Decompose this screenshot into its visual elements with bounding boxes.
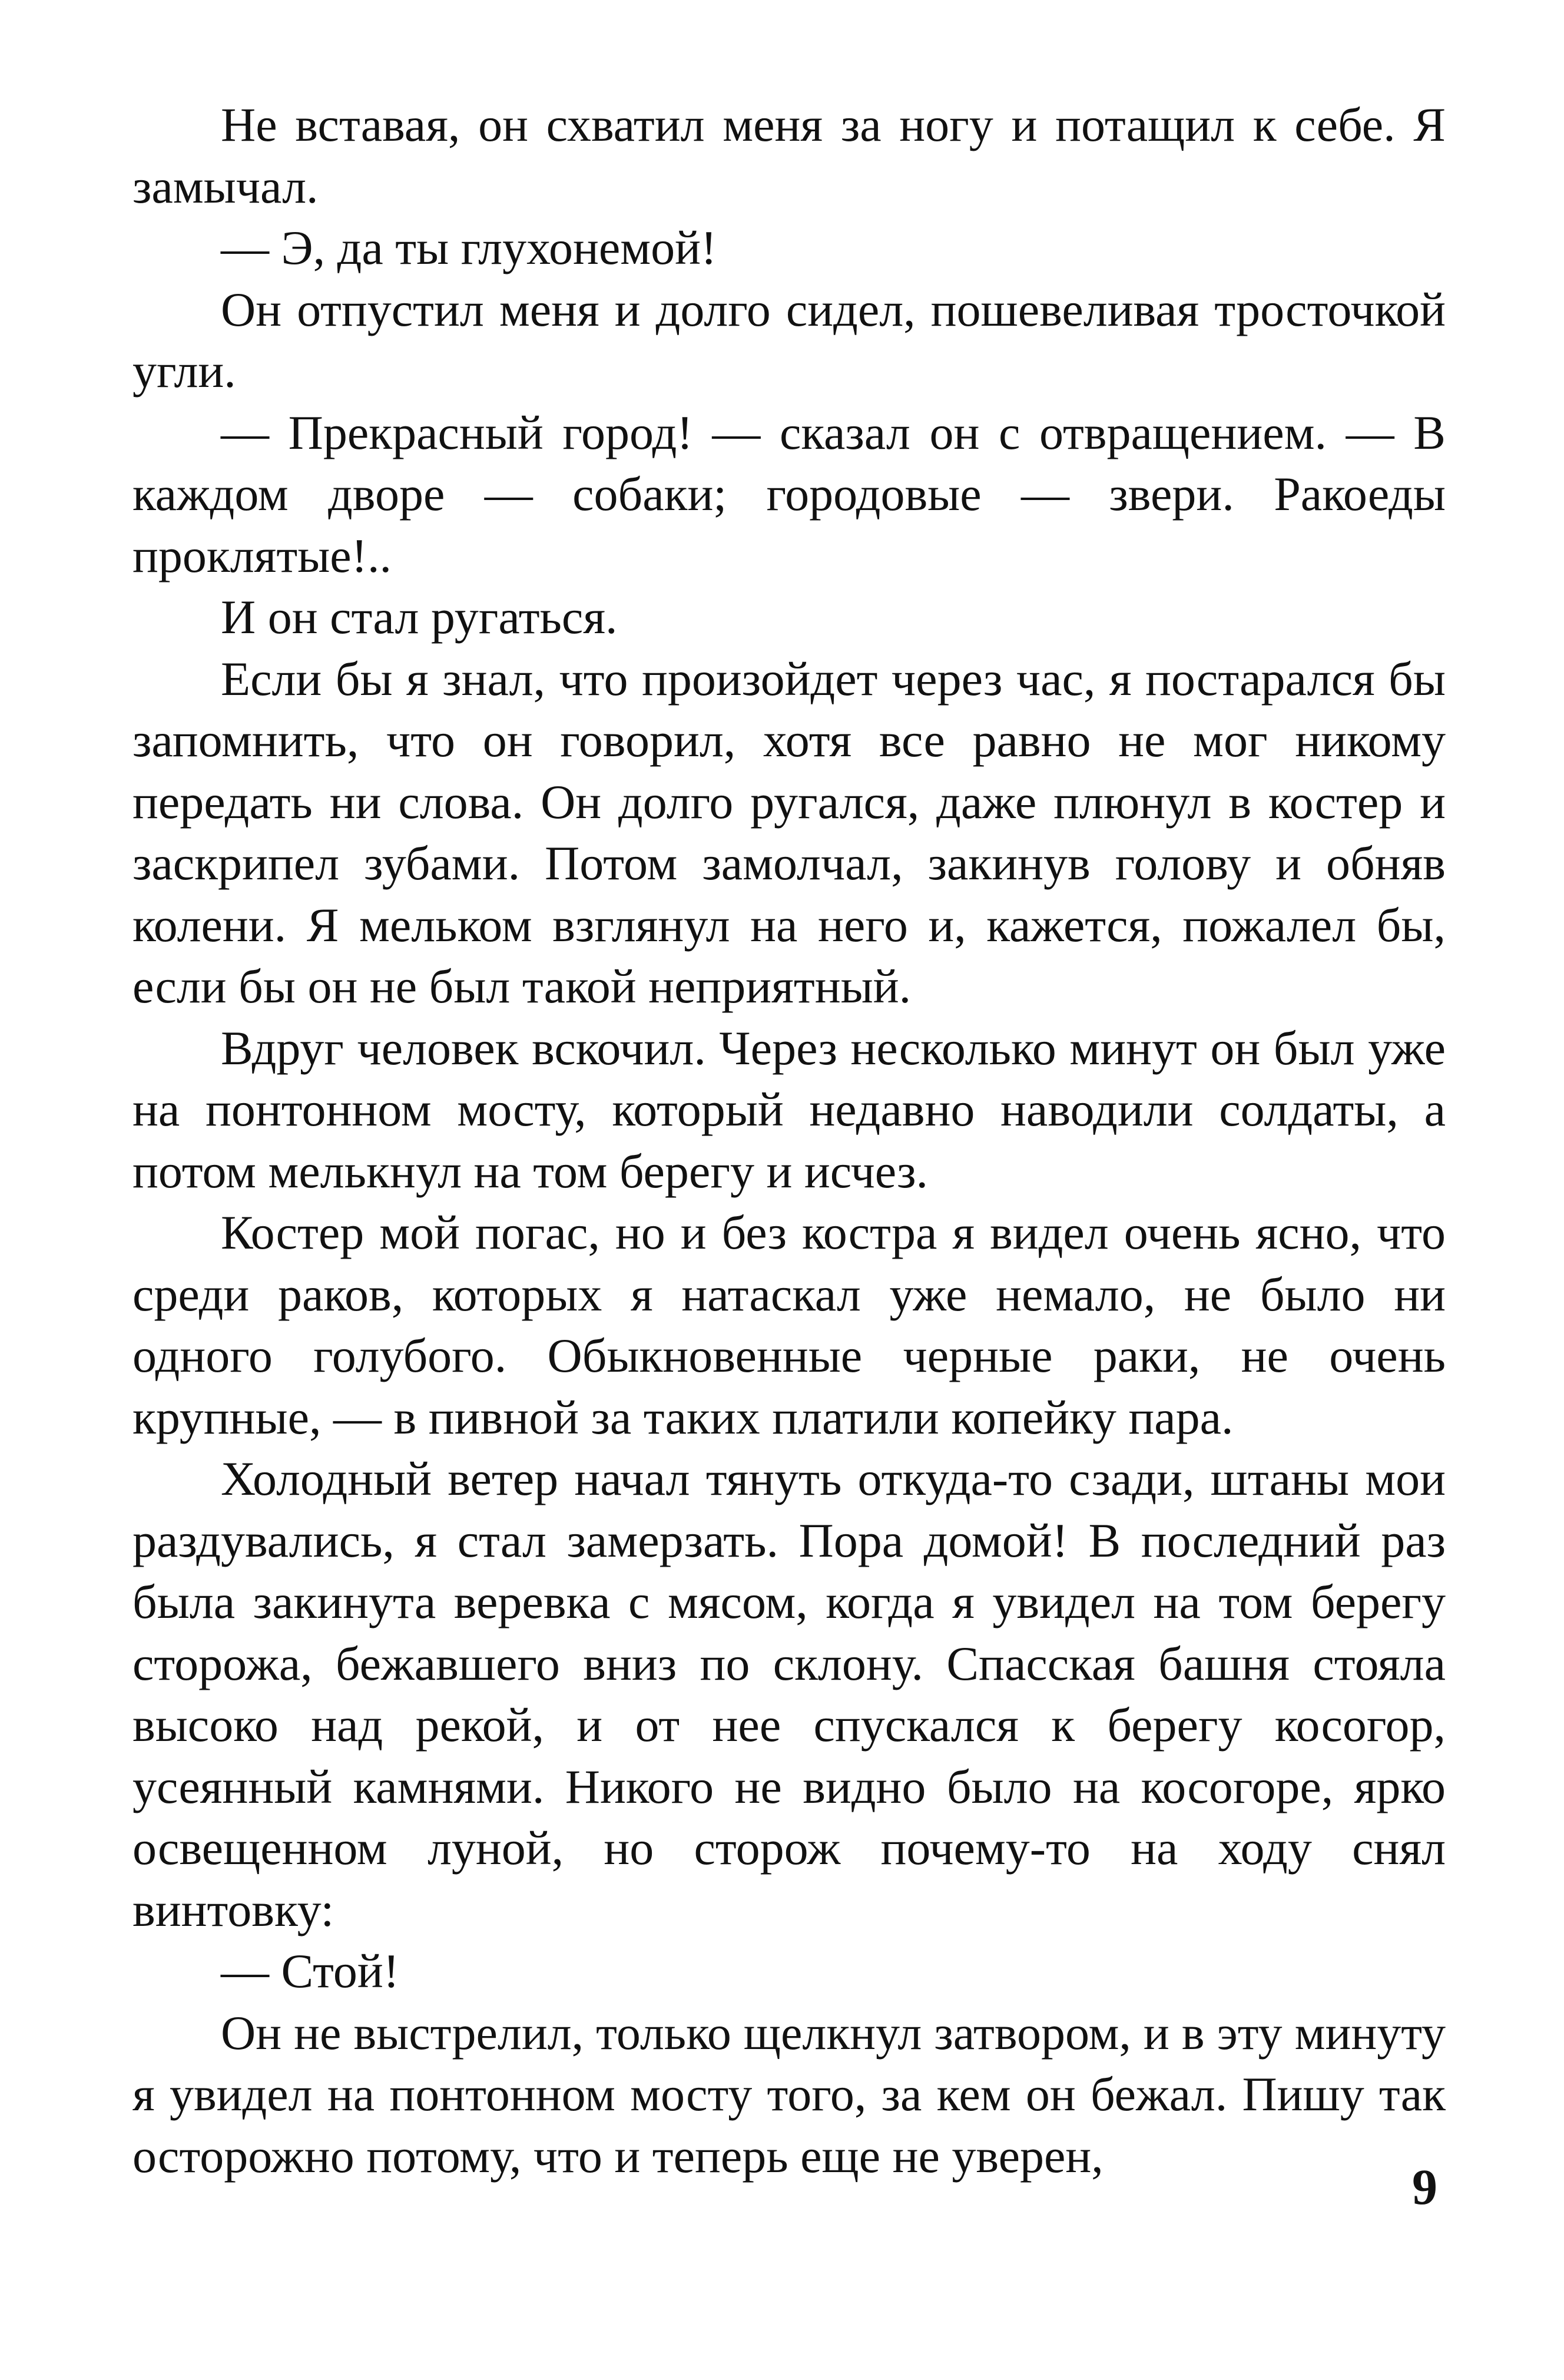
paragraph: Он отпустил меня и долго сидел, пошевеливая тросточкой угли. xyxy=(132,282,1446,398)
paragraph: Не вставая, он схватил меня за ногу и потащил к себе. Я замычал. xyxy=(132,98,1446,213)
paragraph: Холодный ветер начал тянуть откуда-то сзади, штаны мои раздувались, я стал замерзать. Пора домой! В последний раз была закинута веревка с мясом, когда я увидел на том берегу сторожа, бежавшего вниз по склону. Спасская башня стояла высоко над рекой, и от нее спускался к берегу косогор, усеянный камнями. Никого не видно было на косогоре, ярко освещенном луной, но сторож почему-то на ходу снял винтовку: xyxy=(132,1452,1446,1937)
paragraph: И он стал ругаться. xyxy=(221,590,618,644)
body-text xyxy=(132,94,1446,2187)
paragraph: — Э, да ты глухонемой! xyxy=(221,221,717,274)
paragraph: Вдруг человек вскочил. Через несколько минут он был уже на понтонном мосту, который недавно наводили солдаты, а потом мелькнул на том берегу и исчез. xyxy=(132,1021,1446,1198)
paragraph: — Стой! xyxy=(221,1944,400,1998)
paragraph: Он не выстрелил, только щелкнул затвором, и в эту минуту я увидел на понтонном мосту того, за кем он бежал. Пишу так осторожно потому, что и теперь еще не уверен, xyxy=(132,2005,1446,2183)
paragraph: Если бы я знал, что произойдет через час, я постарался бы запомнить, что он говорил, хотя все равно не мог никому передать ни слова. Он долго ругался, даже плюнул в костер и заскрипел зубами. Потом замолчал, закинув голову и обняв колени. Я мельком взглянул на него и, кажется, пожалел бы, если бы он не был такой неприятный. xyxy=(132,651,1446,1013)
page-number: 9 xyxy=(1412,2159,1437,2215)
paragraph: — Прекрасный город! — сказал он с отвращением. — В каждом дворе — собаки; городовые — звери. Ракоеды проклятые!.. xyxy=(132,405,1446,582)
paragraph: Костер мой погас, но и без костра я видел очень ясно, что среди раков, которых я натаскал уже немало, не было ни одного голубого. Обыкновенные черные раки, не очень крупные, — в пивной за таких платили копейку пара. xyxy=(132,1206,1446,1444)
